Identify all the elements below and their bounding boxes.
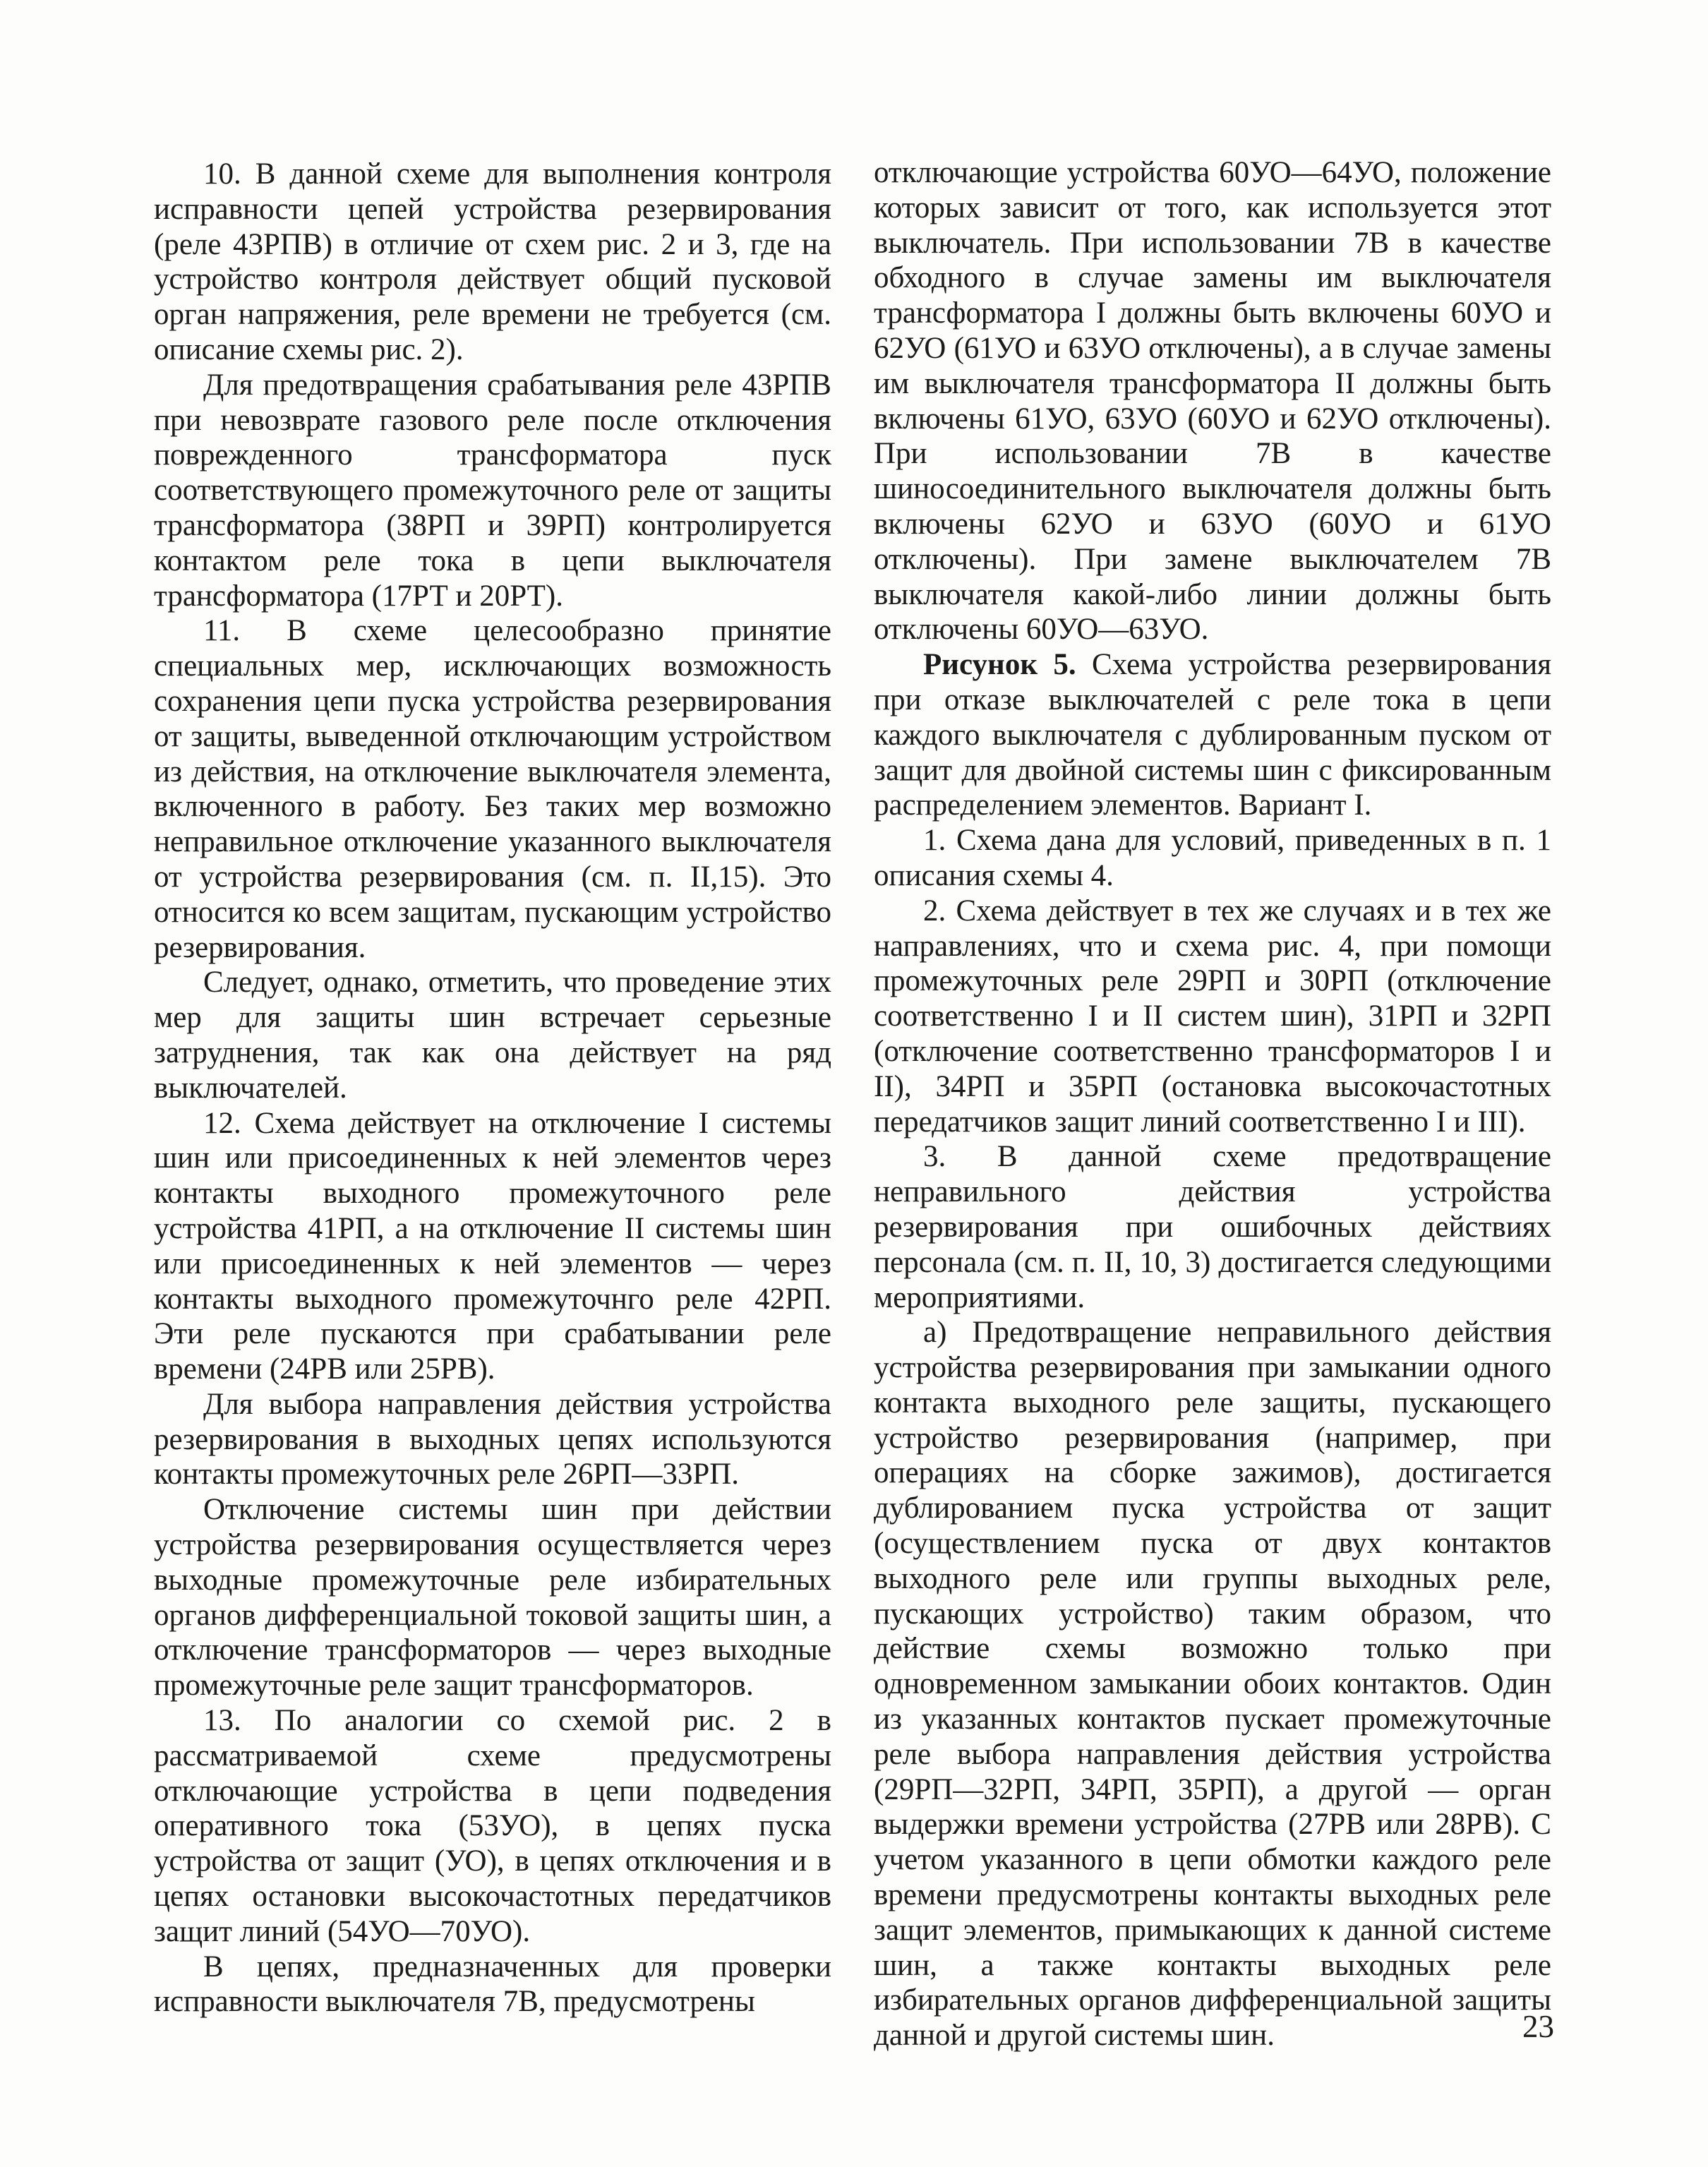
page-number: 23 (1522, 2009, 1554, 2044)
paragraph: 3. В данной схеме предотвращение неправильного действия устройства резервирования при ошибочных действиях персонала (см. п. II, 10, 3) достигается следующими мероприятиями. (874, 1140, 1551, 1314)
paragraph: 11. В схеме целесообразно принятие специальных мер, исключающих возможность сохранения цепи пуска устройства резервирования от защиты, выведенной отключающим устройством из действия, на отключение выключателя элемента, включенного в работу. Без таких мер возможно неправильное отключение указанного выключателя от устройства резервирования (см. п. II,15). Это относится ко всем защитам, пускающим устройство резервирования. (154, 614, 831, 964)
paragraph: 1. Схема дана для условий, приведенных в п. 1 описания схемы 4. (874, 824, 1551, 892)
right-column (874, 155, 1551, 2053)
left-column (154, 157, 831, 2019)
paragraph: 12. Схема действует на отключение I системы шин или присоединенных к ней элементов через контакты выходного промежуточного реле устройства 41РП, а на отключение II системы шин или присоединенных к ней элементов — через контакты выходного промежуточнго реле 42РП. Эти реле пускаются при срабатывании реле времени (24РВ или 25РВ). (154, 1106, 831, 1386)
paragraph: 13. По аналогии со схемой рис. 2 в рассматриваемой схеме предусмотрены отключающие устройства в цепи подведения оперативного тока (53УО), в цепях пуска устройства от защит (УО), в цепях отключения и в цепях остановки высокочастотных передатчиков защит линий (54УО—70УО). (154, 1704, 831, 1948)
paragraph: 10. В данной схеме для выполнения контроля исправности цепей устройства резервирования (реле 43РПВ) в отличие от схем рис. 2 и 3, где на устройство контроля действует общий пусковой орган напряжения, реле времени не требуется (см. описание схемы рис. 2). (154, 157, 831, 366)
paragraph: Следует, однако, отметить, что проведение этих мер для защиты шин встречает серьезные затруднения, так как она действует на ряд выключателей. (154, 966, 831, 1105)
paragraph: В цепях, предназначенных для проверки исправности выключателя 7В, предусмотрены (154, 1950, 831, 2019)
paragraph: 2. Схема действует в тех же случаях и в тех же направлениях, что и схема рис. 4, при помощи промежуточных реле 29РП и 30РП (отключение соответственно I и II систем шин), 31РП и 32РП (отключение соответственно трансформаторов I и II), 34РП и 35РП (остановка высокочастотных передатчиков защит линий соответственно I и III). (874, 894, 1551, 1139)
figure-caption-paragraph: Рисунок 5. Схема устройства резервирования при отказе выключателей с реле тока в цепи каждого выключателя с дублированным пуском от защит для двойной системы шин с фиксированным распределением элементов. Вариант I. (874, 648, 1551, 822)
paragraph: Для выбора направления действия устройства резервирования в выходных цепях используются контакты промежуточных реле 26РП—33РП. (154, 1387, 831, 1491)
paragraph: а) Предотвращение неправильного действия устройства резервирования при замыкании одного контакта выходного реле защиты, пускающего устройство резервирования (например, при операциях на сборке зажимов), достигается дублированием пуска устройства от защит (осуществлением пуска от двух контактов выходного реле или группы выходных реле, пускающих устройство) таким образом, что действие схемы возможно только при одновременном замыкании обоих контактов. Один из указанных контактов пускает промежуточные реле выбора направления действия устройства (29РП—32РП, 34РП, 35РП), а другой — орган выдержки времени устройства (27РВ или 28РВ). С учетом указанного в цепи обмотки каждого реле времени предусмотрены контакты выходных реле защит элементов, примыкающих к данной системе шин, а также контакты выходных реле избирательных органов дифференциальной защиты данной и другой системы шин. (874, 1316, 1551, 2053)
figure-caption-label: Рисунок 5. (923, 648, 1076, 682)
paragraph: отключающие устройства 60УО—64УО, положение которых зависит от того, как используется этот выключатель. При использовании 7В в качестве обходного в случае замены им выключателя трансформатора I должны быть включены 60УО и 62УО (61УО и 63УО отключены), а в случае замены им выключателя трансформатора II должны быть включены 61УО, 63УО (60УО и 62УО отключены). При использовании 7В в качестве шиносоединительного выключателя должны быть включены 62УО и 63УО (60УО и 61УО отключены). При замене выключателем 7В выключателя какой-либо линии должны быть отключены 60УО—63УО. (874, 156, 1551, 647)
paragraph: Отключение системы шин при действии устройства резервирования осуществляется через выходные промежуточные реле избирательных органов дифференциальной токовой защиты шин, а отключение трансформаторов — через выходные промежуточные реле защит трансформаторов. (154, 1493, 831, 1703)
paragraph: Для предотвращения срабатывания реле 43РПВ при невозврате газового реле после отключения поврежденного трансформатора пуск соответствующего промежуточного реле от защиты трансформатора (38РП и 39РП) контролируется контактом реле тока в цепи выключателя трансформатора (17РТ и 20РТ). (154, 368, 831, 613)
